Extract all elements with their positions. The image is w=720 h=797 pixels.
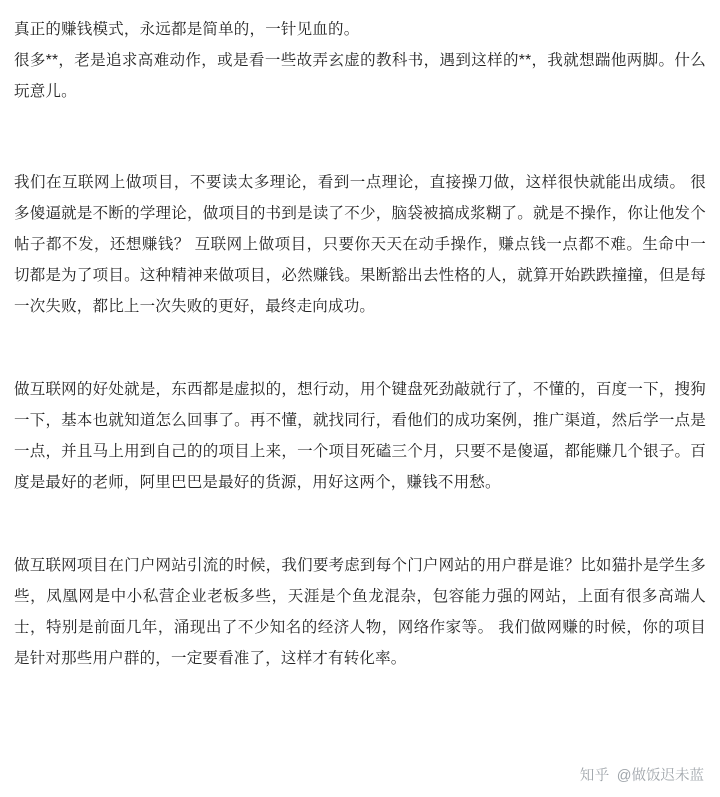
paragraph: 做互联网项目在门户网站引流的时候，我们要考虑到每个门户网站的用户群是谁？比如猫扑是学生多些，凤凰网是中小私营企业老板多些，天涯是个鱼龙混杂，包容能力强的网站，上面有很多高端人士，特别是前面几年，涌现出了不少知名的经济人物，网络作家等。 我们做网赚的时候，你的项目是针对那些用户群的，一定要看准了，这样才有转化率。: [14, 557, 706, 667]
watermark: [580, 764, 704, 785]
paragraph: 很多**，老是追求高难动作，或是看一些故弄玄虚的教科书，遇到这样的**，我就想踹他两脚。什么玩意儿。: [14, 52, 706, 100]
watermark-author: [617, 764, 704, 785]
paragraph-spacer: [14, 348, 706, 374]
zhihu-logo: 知乎: [579, 768, 610, 784]
paragraph: 我们在互联网上做项目，不要读太多理论，看到一点理论，直接操刀做，这样很快就能出成绩。 很多傻逼就是不断的学理论，做项目的书到是读了不少，脑袋被搞成浆糊了。就是不操作，你让他发个帖子都不发，还想赚钱？ 互联网上做项目，只要你天天在动手操作，赚点钱一点都不难。生命中一切都是为了项目。这种精神来做项目，必然赚钱。果断豁出去性格的人，就算开始跌跌撞撞，但是每一次失败，都比上一次失败的更好，最终走向成功。: [14, 174, 706, 315]
paragraph: 真正的赚钱模式，永远都是简单的，一针见血的。: [14, 21, 360, 38]
paragraph-spacer: [14, 524, 706, 550]
paragraph-spacer: [14, 133, 706, 167]
paragraph: 做互联网的好处就是，东西都是虚拟的，想行动，用个键盘死劲敲就行了，不懂的，百度一下，搜狗一下，基本也就知道怎么回事了。再不懂，就找同行，看他们的成功案例，推广渠道，然后学一点是一点，并且马上用到自己的的项目上来，一个项目死磕三个月，只要不是傻逼，都能赚几个银子。百度是最好的老师，阿里巴巴是最好的货源，用好这两个，赚钱不用愁。: [14, 381, 706, 491]
watermark-author-name: 做饭迟未蓝: [631, 768, 704, 784]
watermark-at-symbol: @: [616, 768, 632, 784]
